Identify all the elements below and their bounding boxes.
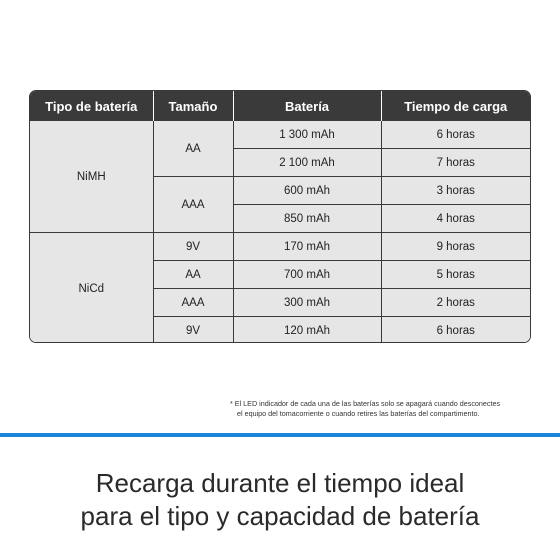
cell-size: AAA (153, 177, 233, 233)
footnote (230, 399, 540, 419)
cell-charge-time: 6 horas (381, 121, 530, 149)
cell-capacity: 120 mAh (233, 317, 381, 344)
cell-capacity: 700 mAh (233, 261, 381, 289)
cell-capacity: 300 mAh (233, 289, 381, 317)
headline-line-1: Recarga durante el tiempo ideal (95, 468, 465, 498)
cell-size: AA (153, 121, 233, 177)
cell-charge-time: 2 horas (381, 289, 530, 317)
cell-charge-time: 9 horas (381, 233, 530, 261)
cell-charge-time: 4 horas (381, 205, 530, 233)
cell-size: 9V (153, 233, 233, 261)
cell-type-nicd: NiCd (30, 233, 153, 344)
header-size: Tamaño (153, 91, 233, 121)
footnote-line-2: el equipo del tomacorriente o cuando retires las baterías del compartimento. (237, 409, 480, 418)
footnote-line-1: * El LED indicador de cada una de las baterías solo se apagará cuando desconectes (230, 399, 501, 408)
cell-size: AAA (153, 289, 233, 317)
charging-table (29, 90, 531, 343)
table-header-row (30, 91, 530, 121)
cell-charge-time: 5 horas (381, 261, 530, 289)
charging-table-grid (30, 91, 530, 343)
cell-size: AA (153, 261, 233, 289)
table-row (30, 233, 530, 261)
header-charge-time: Tiempo de carga (381, 91, 530, 121)
cell-size: 9V (153, 317, 233, 344)
table-row (30, 121, 530, 149)
cell-charge-time: 6 horas (381, 317, 530, 344)
header-battery-type: Tipo de batería (30, 91, 153, 121)
cell-capacity: 600 mAh (233, 177, 381, 205)
cell-capacity: 1 300 mAh (233, 121, 381, 149)
header-battery: Batería (233, 91, 381, 121)
cell-type-nimh: NiMH (30, 121, 153, 233)
cell-charge-time: 7 horas (381, 149, 530, 177)
cell-capacity: 170 mAh (233, 233, 381, 261)
cell-capacity: 850 mAh (233, 205, 381, 233)
cell-capacity: 2 100 mAh (233, 149, 381, 177)
headline (0, 467, 560, 533)
headline-line-2: para el tipo y capacidad de batería (80, 501, 480, 531)
cell-charge-time: 3 horas (381, 177, 530, 205)
